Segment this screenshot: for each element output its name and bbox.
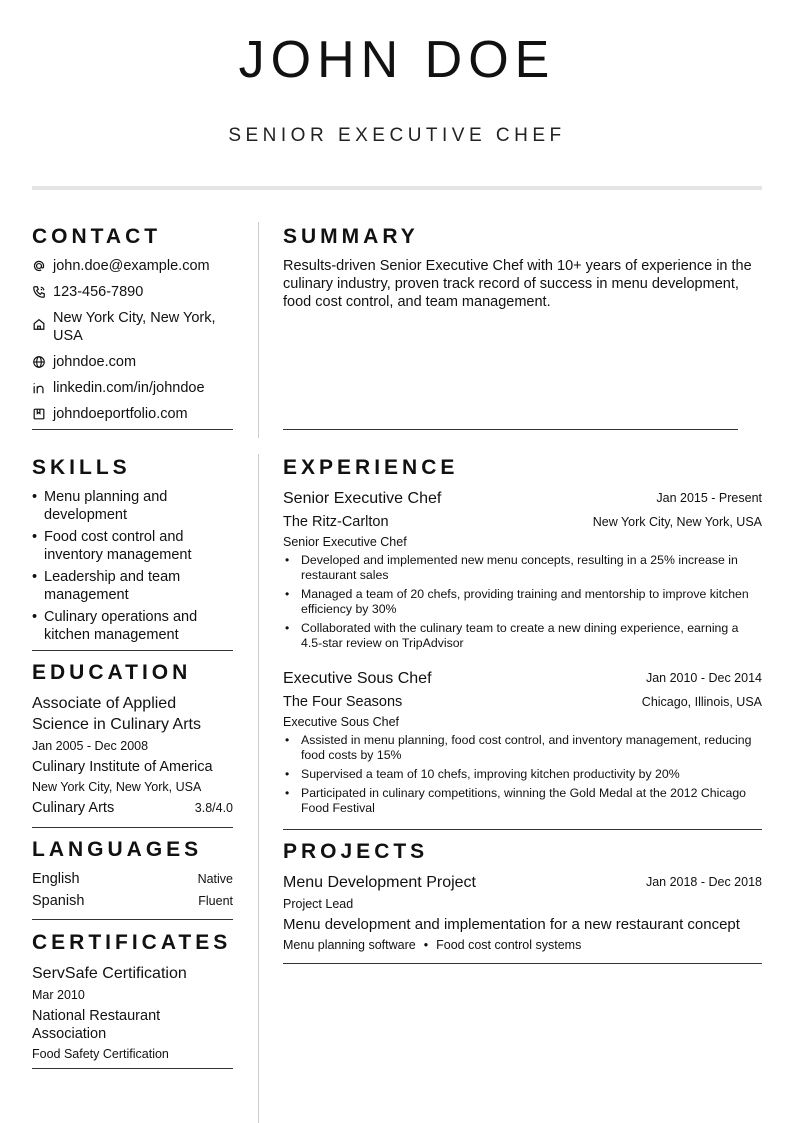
- globe-icon: [32, 353, 53, 371]
- portfolio-icon: [32, 405, 53, 423]
- job-bullet: • Developed and implemented new menu concepts, resulting in a 25% increase in restaurant sales: [283, 553, 762, 583]
- skill-item: • Leadership and team management: [32, 568, 233, 604]
- project-tools: [283, 937, 762, 953]
- certificates-section: [32, 930, 231, 956]
- at-icon: [32, 257, 53, 275]
- job-bullet: • Collaborated with the culinary team to create a new dining experience, earning a 4.5-star review on TripAdvisor: [283, 621, 762, 651]
- contact-phone[interactable]: [32, 283, 233, 301]
- skills-divider: [32, 650, 233, 651]
- certificates-heading: CERTIFICATES: [32, 931, 232, 954]
- contact-location: [32, 309, 233, 345]
- contact-heading: CONTACT: [32, 225, 162, 248]
- bullet-separator: •: [423, 938, 429, 952]
- job-company: The Ritz-Carlton: [283, 514, 389, 530]
- project-tool: Food cost control systems: [436, 938, 582, 952]
- education-dates: Jan 2005 - Dec 2008: [32, 739, 149, 753]
- contact-divider: [32, 429, 233, 430]
- home-icon: [32, 309, 53, 345]
- certificate-name: ServSafe Certification: [32, 965, 187, 982]
- project-role: Project Lead: [283, 897, 354, 911]
- education-gpa: 3.8/4.0: [194, 801, 233, 815]
- job-title: Executive Sous Chef: [283, 670, 432, 687]
- contact-portfolio-text: johndoeportfolio.com: [53, 406, 188, 422]
- education-school: Culinary Institute of America: [32, 759, 213, 775]
- job-location: New York City, New York, USA: [592, 515, 762, 529]
- column-divider-top: [258, 222, 259, 438]
- summary-heading: SUMMARY: [283, 225, 419, 248]
- candidate-name: JOHN DOE: [238, 31, 556, 89]
- projects-divider: [283, 963, 762, 964]
- skills-section: [32, 455, 131, 481]
- summary-divider: [283, 429, 738, 430]
- job-dates: Jan 2010 - Dec 2014: [645, 671, 762, 685]
- education-heading: EDUCATION: [32, 661, 192, 684]
- job-title: SENIOR EXECUTIVE CHEF: [228, 125, 566, 146]
- contact-website[interactable]: [32, 353, 233, 371]
- job-bullet: • Participated in culinary competitions, winning the Gold Medal at the 2012 Chicago Food Festival: [283, 786, 762, 816]
- column-divider-bottom: [258, 454, 259, 1123]
- project-name: Menu Development Project: [283, 874, 476, 891]
- education-field: Culinary Arts: [32, 800, 115, 816]
- contact-location-text: New York City, New York, USA: [53, 310, 216, 344]
- job-company: The Four Seasons: [283, 694, 403, 710]
- header-divider: [32, 186, 762, 190]
- languages-heading: LANGUAGES: [32, 838, 203, 861]
- education-location: New York City, New York, USA: [32, 780, 202, 794]
- project-description: Menu development and implementation for a new restaurant concept: [283, 916, 740, 933]
- contact-email-text: john.doe@example.com: [53, 258, 210, 274]
- job-title: Senior Executive Chef: [283, 490, 442, 507]
- job-bullet: • Managed a team of 20 chefs, providing training and mentorship to improve kitchen efficiency by 30%: [283, 587, 762, 617]
- language-level: Fluent: [198, 894, 233, 908]
- project-dates: Jan 2018 - Dec 2018: [645, 875, 762, 889]
- certificate-name: National Restaurant Association: [32, 1008, 161, 1042]
- contact-phone-text: 123-456-7890: [53, 284, 144, 300]
- contact-website-text: johndoe.com: [53, 354, 137, 370]
- phone-icon: [32, 283, 53, 301]
- linkedin-icon: [32, 379, 53, 397]
- summary-section: [283, 224, 419, 250]
- experience-heading: EXPERIENCE: [283, 456, 459, 479]
- job-dates: Jan 2015 - Present: [656, 491, 762, 505]
- job-bullets: [283, 733, 762, 820]
- projects-section: [283, 839, 428, 865]
- job-role: Executive Sous Chef: [283, 715, 400, 729]
- contact-linkedin[interactable]: [32, 379, 233, 397]
- skill-item: • Culinary operations and kitchen management: [32, 608, 233, 644]
- skill-item: • Food cost control and inventory management: [32, 528, 233, 564]
- skills-list: [32, 488, 233, 648]
- languages-divider: [32, 919, 233, 920]
- experience-divider: [283, 829, 762, 830]
- job-role: Senior Executive Chef: [283, 535, 407, 549]
- certificate-detail: Food Safety Certification: [32, 1047, 169, 1061]
- certificates-divider: [32, 1068, 233, 1069]
- language-name: English: [32, 871, 80, 887]
- job-bullet: • Supervised a team of 10 chefs, improving kitchen productivity by 20%: [283, 767, 762, 782]
- language-level: Native: [197, 872, 233, 886]
- contact-portfolio[interactable]: [32, 405, 233, 423]
- projects-heading: PROJECTS: [283, 840, 429, 863]
- summary-text: Results-driven Senior Executive Chef with 10+ years of experience in the culinary industry, proven track record of success in menu development, food cost control, and team management.: [283, 258, 752, 310]
- language-name: Spanish: [32, 893, 85, 909]
- languages-section: [32, 837, 202, 863]
- education-degree: Associate of Applied Science in Culinary Arts: [32, 695, 201, 733]
- education-section: [32, 660, 191, 686]
- contact-email[interactable]: [32, 257, 233, 275]
- education-divider: [32, 827, 233, 828]
- contact-section: [32, 224, 161, 250]
- project-tool: Menu planning software: [283, 938, 416, 952]
- skill-item: • Menu planning and development: [32, 488, 233, 524]
- job-bullets: [283, 553, 762, 655]
- job-bullet: • Assisted in menu planning, food cost control, and inventory management, reducing food costs by 15%: [283, 733, 762, 763]
- certificate-detail: Mar 2010: [32, 988, 85, 1002]
- job-location: Chicago, Illinois, USA: [641, 695, 762, 709]
- contact-linkedin-text: linkedin.com/in/johndoe: [53, 380, 205, 396]
- skills-heading: SKILLS: [32, 456, 131, 479]
- experience-section: [283, 455, 458, 481]
